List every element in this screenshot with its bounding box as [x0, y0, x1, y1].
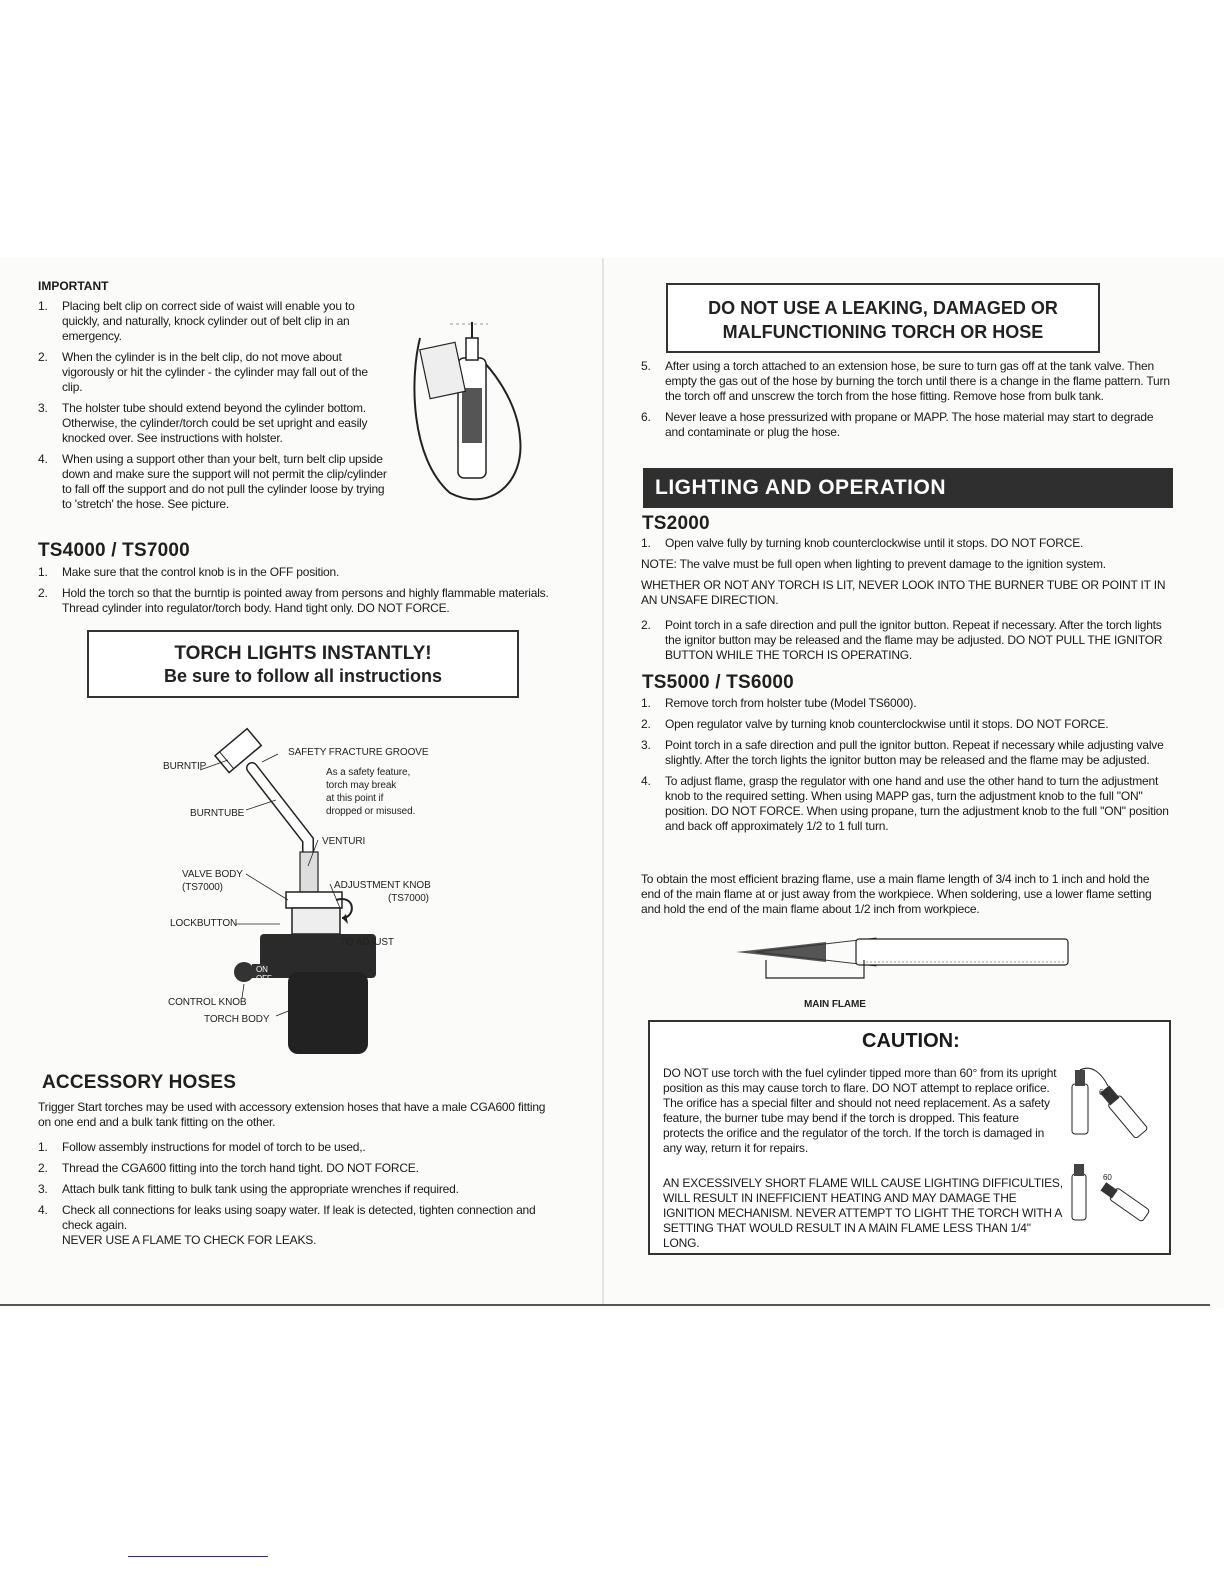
list-item: 3. The holster tube should extend beyond the cylinder bottom. Otherwise, the cylinder/torch could be set upright and easily knocked over. See instructions with holster. — [38, 401, 368, 445]
page-fold — [602, 258, 604, 1306]
label-to-adjust: TO ADJUST — [340, 937, 394, 948]
label-safety-note-3: at this point if — [326, 793, 384, 804]
label-valve-body-model: (TS7000) — [182, 882, 223, 893]
label-burntip: BURNTIP — [163, 761, 207, 772]
list-item: 2. Thread the CGA600 fitting into the torch hand tight. DO NOT FORCE. — [38, 1161, 419, 1175]
tilt-angle-illustration-top — [1068, 1064, 1168, 1144]
label-valve-body: VALVE BODY — [182, 869, 243, 880]
label-adjustment-knob-model: (TS7000) — [388, 893, 429, 904]
caution-heading: CAUTION: — [862, 1030, 960, 1052]
instant-box-title: TORCH LIGHTS INSTANTLY! — [174, 643, 432, 664]
label-off: OFF — [256, 974, 272, 983]
leaking-torch-warning-box — [666, 283, 1100, 353]
angle-label-top: 60 — [1099, 1088, 1108, 1097]
label-safety-groove: SAFETY FRACTURE GROOVE — [288, 747, 429, 758]
page-bottom-edge — [0, 1304, 1210, 1306]
list-item: 2. Open regulator valve by turning knob counterclockwise until it stops. DO NOT FORCE. — [641, 717, 1109, 731]
list-item: 6. Never leave a hose pressurized with propane or MAPP. The hose material may start to degrade and contaminate or plug the hose. — [641, 410, 1154, 439]
accessory-intro: Trigger Start torches may be used with accessory extension hoses that have a male CGA600 fitting on one end and a bulk tank fitting on the other. — [38, 1100, 546, 1129]
flame-diagram — [736, 938, 1076, 998]
list-item: 2. Hold the torch so that the burntip is pointed away from persons and highly flammable materials. Thread cylinder into regulator/torch body. Hand tight only. DO NOT FORCE. — [38, 586, 549, 615]
label-torch-body: TORCH BODY — [204, 1014, 270, 1025]
stray-underline — [128, 1556, 268, 1557]
list-item: 2. When the cylinder is in the belt clip, do not move about vigorously or hit the cylinder - the cylinder may fall out of the clip. — [38, 350, 368, 394]
brazing-paragraph: To obtain the most efficient brazing flame, use a main flame length of 3/4 inch to 1 inch and hold the end of the main flame at or just away from the workpiece. When soldering, use a lower flame setting and hold the end of the main flame about 1/2 inch from workpiece. — [641, 872, 1152, 916]
label-safety-note-2: torch may break — [326, 780, 397, 791]
accessory-list — [38, 1140, 568, 1254]
leak-warning: NEVER USE A FLAME TO CHECK FOR LEAKS. — [62, 1233, 317, 1247]
list-item: 3. Point torch in a safe direction and pull the ignitor button. Repeat if necessary while adjusting valve slightly. After the torch lights the ignitor button may be released and the flame may be adjusted. — [641, 738, 1164, 767]
list-item: 1. Placing belt clip on correct side of waist will enable you to quickly, and naturally, knock cylinder out of belt clip in an emergency. — [38, 299, 355, 343]
list-item: 2. Point torch in a safe direction and pull the ignitor button. Repeat if necessary. After the torch lights the ignitor button may be released and the flame may be adjusted. DO NOT PULL THE IGNITOR BUTTON WHILE THE TORCH IS OPERATING. — [641, 618, 1163, 662]
accessory-hoses-heading: ACCESSORY HOSES — [42, 1072, 237, 1093]
lighting-operation-banner: LIGHTING AND OPERATION — [643, 468, 1173, 508]
torch-lights-instantly-box — [87, 630, 519, 698]
label-burntube: BURNTUBE — [190, 808, 245, 819]
ts2000-heading: TS2000 — [642, 513, 710, 534]
hose-list — [641, 359, 1171, 446]
caution-paragraph-2: AN EXCESSIVELY SHORT FLAME WILL CAUSE LIGHTING DIFFICULTIES, WILL RESULT IN INEFFICIENT HEATING AND MAY DAMAGE THE IGNITION MECHANISM. NEVER ATTEMPT TO LIGHT THE TORCH WITH A SETTING THAT WOULD RESULT IN A MAIN FLAME LESS THAN 1/4" LONG. — [663, 1176, 1063, 1250]
list-item: 1. Make sure that the control knob is in the OFF position. — [38, 565, 340, 579]
ts4000-heading: TS4000 / TS7000 — [38, 540, 190, 561]
important-list — [38, 299, 390, 518]
label-safety-note-1: As a safety feature, — [326, 767, 411, 778]
important-heading: IMPORTANT — [38, 279, 109, 293]
warning-box-line-2: MALFUNCTIONING TORCH OR HOSE — [722, 322, 1044, 342]
label-control-knob: CONTROL KNOB — [168, 997, 247, 1008]
list-item: 1. Remove torch from holster tube (Model TS6000). — [641, 696, 917, 710]
list-item: 4. Check all connections for leaks using soapy water. If leak is detected, tighten connection and check again. NEVER USE A FLAME TO CHECK FOR LEAKS. — [38, 1203, 536, 1247]
ts4000-list — [38, 565, 568, 622]
tilt-angle-illustration-bottom — [1068, 1160, 1168, 1230]
label-lockbutton: LOCKBUTTON — [170, 918, 238, 929]
label-safety-note-4: dropped or misused. — [326, 806, 416, 817]
ts5000-list — [641, 696, 1171, 840]
ts5000-heading: TS5000 / TS6000 — [642, 672, 794, 693]
instant-box-subtitle: Be sure to follow all instructions — [163, 666, 443, 686]
label-adjustment-knob: ADJUSTMENT KNOB — [334, 880, 431, 891]
label-on: ON — [256, 965, 268, 974]
list-item: 3. Attach bulk tank fitting to bulk tank using the appropriate wrenches if required. — [38, 1182, 459, 1196]
ts2000-list-2 — [641, 618, 1171, 669]
list-item: 4. When using a support other than your belt, turn belt clip upside down and make sure the support will not permit the clip/cylinder to fall off the support and do not pull the cylinder loose by trying to 'stretch' the hose. See picture. — [38, 452, 387, 511]
ts2000-list-1 — [641, 536, 1171, 557]
label-venturi: VENTURI — [322, 836, 366, 847]
ts2000-note: NOTE: The valve must be full open when lighting to prevent damage to the ignition system. — [641, 557, 1106, 571]
list-item: 1. Follow assembly instructions for model of torch to be used,. — [38, 1140, 366, 1154]
list-item: 5. After using a torch attached to an extension hose, be sure to turn gas off at the tank valve. Then empty the gas out of the hose by burning the torch until there is a change in the flame pattern. Turn the torch off and unscrew the torch from the hose fitting. Remove hose from bulk tank. — [641, 359, 1170, 403]
list-item: 1. Open valve fully by turning knob counterclockwise until it stops. DO NOT FORCE. — [641, 536, 1084, 550]
main-flame-label: MAIN FLAME — [804, 999, 866, 1010]
holster-illustration — [410, 318, 550, 508]
list-item: 4. To adjust flame, grasp the regulator with one hand and use the other hand to turn the adjustment knob to the required setting. When using MAPP gas, turn the adjustment knob to the full "ON" position. DO NOT FORCE. When using propane, turn the adjustment knob to the full "ON" position and back off approximately 1/2 to 1 full turn. — [641, 774, 1169, 833]
angle-label-bottom: 60 — [1103, 1173, 1112, 1182]
caution-paragraph-1: DO NOT use torch with the fuel cylinder tipped more than 60° from its upright position as this may cause torch to flare. DO NOT attempt to replace orifice. The orifice has a special filter and should not need replacement. As a safety feature, the burner tube may bend if the torch is dropped. This feature protects the orifice and the regulator of the torch. If the torch is damaged in any way, return it for repairs. — [663, 1066, 1057, 1155]
ts2000-warning: WHETHER OR NOT ANY TORCH IS LIT, NEVER LOOK INTO THE BURNER TUBE OR POINT IT IN AN UNSAFE DIRECTION. — [641, 578, 1166, 607]
warning-box-line-1: DO NOT USE A LEAKING, DAMAGED OR — [708, 298, 1058, 318]
